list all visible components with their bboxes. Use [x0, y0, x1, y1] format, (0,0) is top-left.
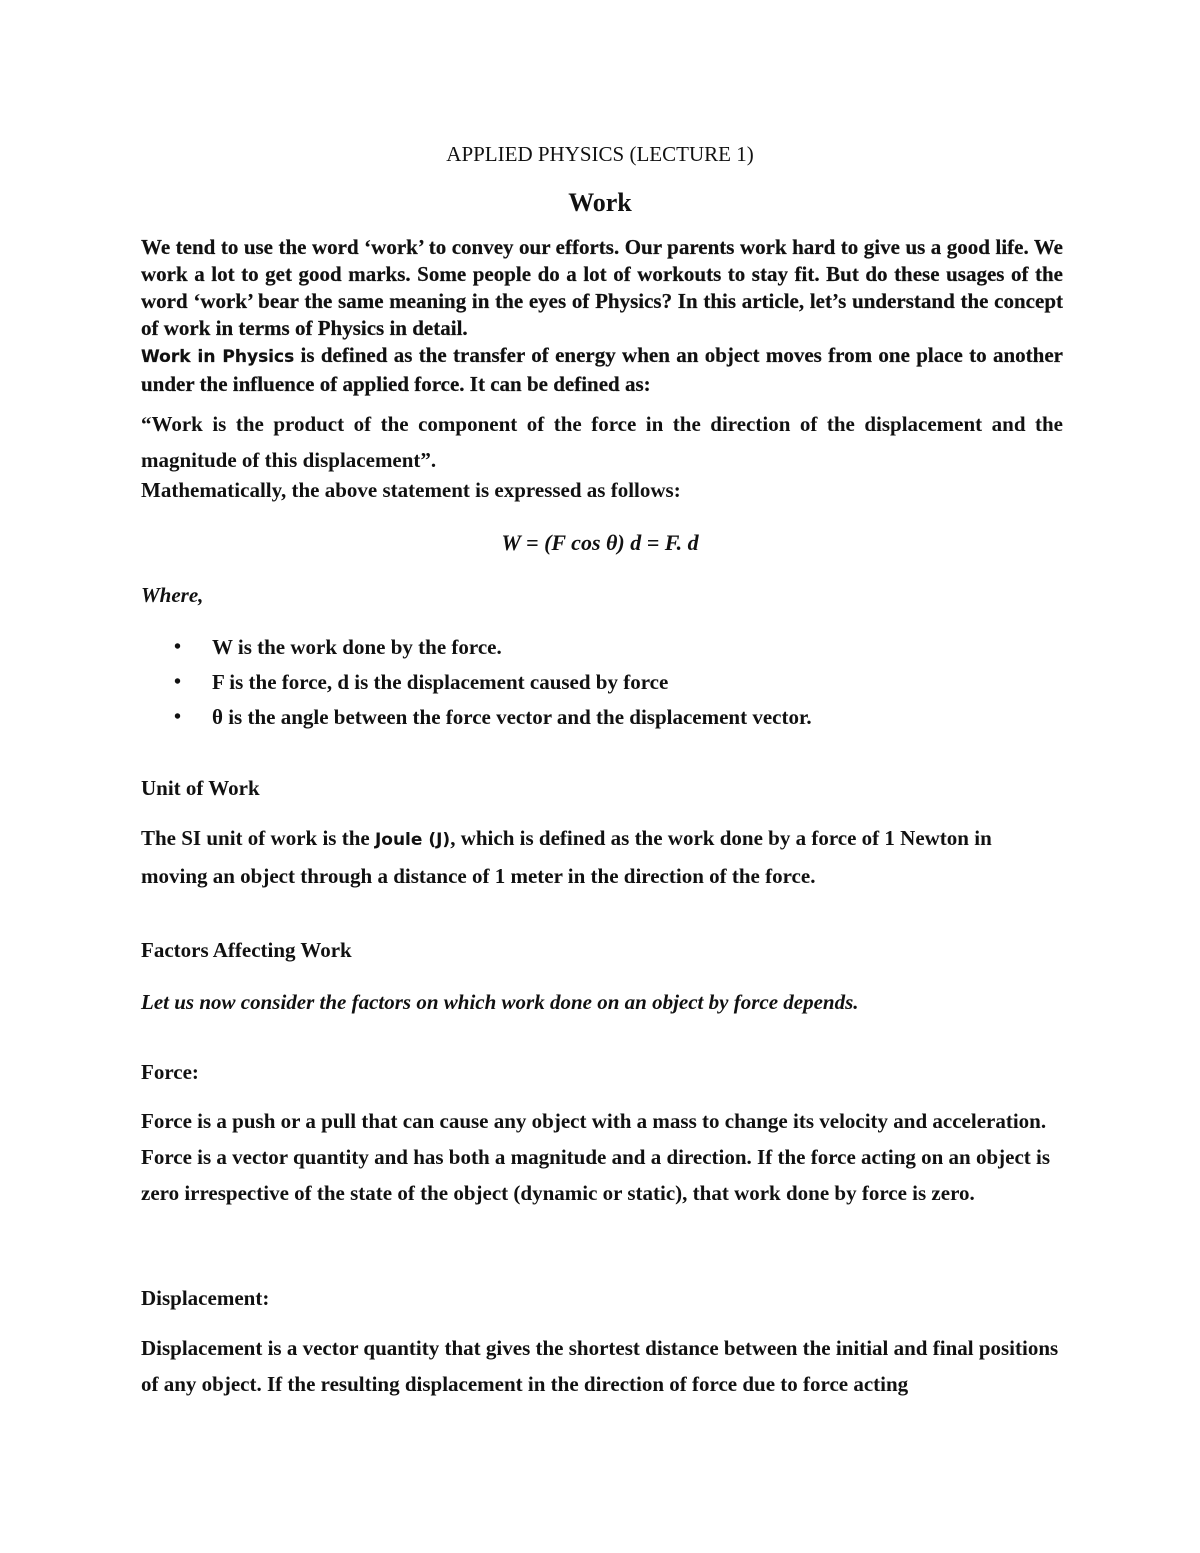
factors-intro: Let us now consider the factors on which work done on an object by force depends.	[141, 990, 859, 1014]
displacement-heading: Displacement:	[141, 1286, 270, 1310]
bullet-icon: •	[174, 671, 182, 693]
list-item	[141, 703, 1081, 738]
list-item-text: W is the work done by the force.	[212, 635, 502, 659]
list-item	[141, 633, 1081, 668]
where-label: Where,	[141, 583, 204, 607]
unit-term: Joule (J)	[374, 830, 451, 850]
course-title: APPLIED PHYSICS (LECTURE 1)	[446, 142, 754, 166]
displacement-paragraph	[141, 1330, 1063, 1402]
work-equation: W = (F cos θ) d = F. d	[501, 530, 699, 555]
list-item-text: F is the force, d is the displacement caused by force	[212, 670, 669, 694]
bullet-icon: •	[174, 706, 182, 728]
definition-paragraph	[141, 342, 1063, 398]
list-item-text: θ is the angle between the force vector and the displacement vector.	[212, 705, 812, 729]
unit-text-after: , which is defined as the work done by a force of 1 Newton in moving an object through a distance of 1 meter in the direction of the force.	[141, 826, 992, 888]
variable-list	[141, 633, 1081, 738]
intro-section	[141, 234, 1063, 398]
unit-text-before: The SI unit of work is the	[141, 826, 375, 850]
intro-paragraph: We tend to use the word ‘work’ to convey our efforts. Our parents work hard to give us a good life. We work a lot to get good marks. Some people do a lot of workouts to stay fit. But do these usages of the word ‘work’ bear the same meaning in the eyes of Physics? In this article, let’s understand the concept of work in terms of Physics in detail.	[141, 235, 1063, 340]
list-item	[141, 668, 1081, 703]
definition-quote: “Work is the product of the component of the force in the direction of the displacement and the magnitude of this displacement”.	[141, 412, 1063, 472]
unit-heading: Unit of Work	[141, 776, 260, 800]
factors-heading: Factors Affecting Work	[141, 938, 352, 962]
force-paragraph	[141, 1103, 1063, 1211]
definition-text: is defined as the transfer of energy when an object moves from one place to another under the influence of applied force. It can be defined as:	[141, 343, 1063, 396]
page-title: Work	[568, 188, 632, 217]
definition-term: Work in Physics	[141, 347, 295, 367]
math-intro: Mathematically, the above statement is expressed as follows:	[141, 478, 681, 502]
force-heading: Force:	[141, 1060, 199, 1084]
displacement-text: Displacement is a vector quantity that gives the shortest distance between the initial and final positions of any object. If the resulting displacement in the direction of force due to force acting	[141, 1336, 1059, 1396]
unit-paragraph	[141, 820, 1063, 894]
bullet-icon: •	[174, 636, 182, 658]
force-text: Force is a push or a pull that can cause any object with a mass to change its velocity and acceleration. Force is a vector quantity and has both a magnitude and a direction. If the force acting on an object is zero irrespective of the state of the object (dynamic or static), that work done by force is zero.	[141, 1109, 1051, 1205]
